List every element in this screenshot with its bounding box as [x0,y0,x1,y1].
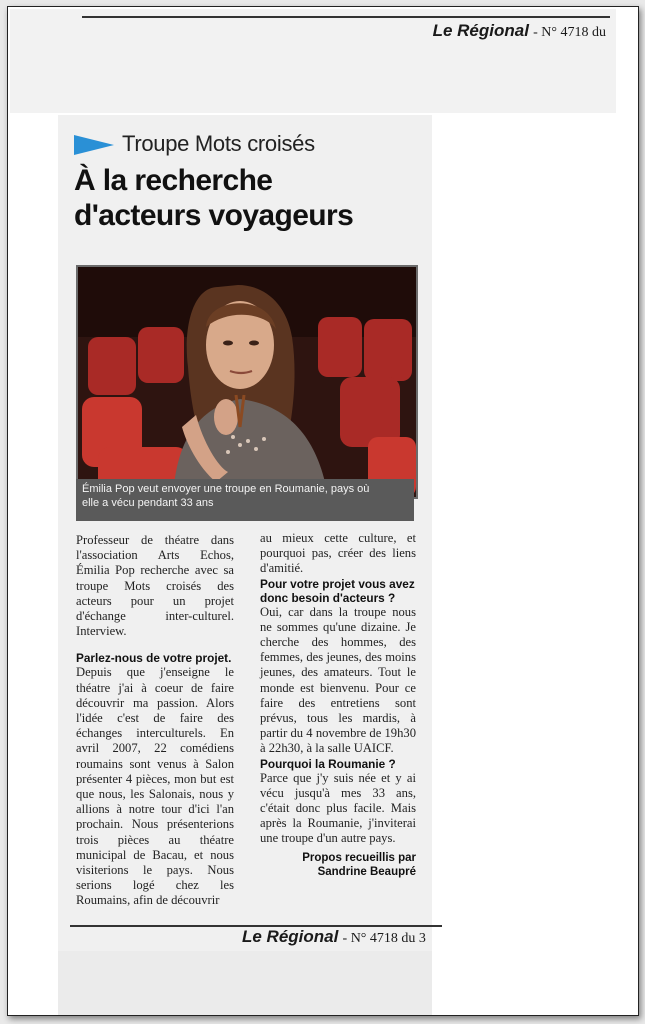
caption-line-2: elle a vécu pendant 33 ans [82,497,214,509]
header-masthead [433,21,606,41]
title-line-2: d'acteurs voyageurs [74,199,354,232]
title-line-1: À la recherche [74,164,273,197]
answer-1: Depuis que j'enseigne le théatre j'ai à coeur de faire découvrir ma passion. Alors l'idée c'est de faire des échanges interculturels. En avril 2007, 22 comédiens roumains sont venus à Salon présenter 4 pièces, mon but est que nous, les Salonais, nous y allions à notre tour d'ici l'an prochain. Nous présenterions trois pièces au théatre municipal de Bacau, et nous visiterions le pays. Nous serions logé chez les Roumains, afin de découvrir [76,665,234,908]
article-clipping [58,115,432,1015]
answer-3: Parce que j'y suis née et y ai vécu jusqu'à mes 33 ans, c'était donc plus facile. Mais après la Roumanie, j'inviterai une troupe d'un autre pays. [260,770,416,846]
kicker-arrow-icon [74,135,114,155]
answer-1-continued: au mieux cette culture, et pourquoi pas, créer des liens d'amitié. [260,531,416,576]
answer-2: Oui, car dans la troupe nous ne sommes qu'une dizaine. Je cherche des hommes, des femmes, des jeunes, des moins jeunes, des amateurs. Tout le monde est bienvenu. Pour ce faire des entretiens sont prévus, tous les mardis, à partir du 4 novembre de 19h30 à 22h30, à la salle UAICF. [260,604,416,756]
scanned-page [7,6,639,1016]
article-column-1 [76,533,234,909]
byline-line-1: Propos recueillis par [302,851,416,864]
article-photo [76,265,418,499]
article-intro: Professeur de théatre dans l'association Arts Echos, Émilia Pop recherche avec sa troupe Mots croisés des acteurs pour un projet d'échange inter-culturel. Interview. [76,533,234,639]
theatre-portrait-illustration [78,267,416,497]
article-byline [260,851,416,879]
footer-newspaper-name: Le Régional [242,927,339,946]
header-issue: - N° 4718 du [533,25,606,40]
footer-strip [58,951,432,1015]
question-3: Pourquoi la Roumanie ? [260,756,396,771]
header-rule [82,16,610,18]
photo-caption [76,479,414,521]
byline-line-2: Sandrine Beaupré [317,865,416,878]
question-2: Pour votre projet vous avez donc besoin d'acteurs ? [260,576,415,605]
header-newspaper-name: Le Régional [432,21,529,40]
caption-line-1: Émilia Pop veut envoyer une troupe en Roumanie, pays où [82,483,370,495]
header-strip [10,9,616,113]
footer-masthead [242,927,426,947]
question-1: Parlez-nous de votre projet. [76,651,232,666]
article-kicker: Troupe Mots croisés [122,131,315,156]
footer-issue: - N° 4718 du 3 [342,931,426,946]
article-title [74,163,424,233]
article-column-2 [260,531,416,879]
